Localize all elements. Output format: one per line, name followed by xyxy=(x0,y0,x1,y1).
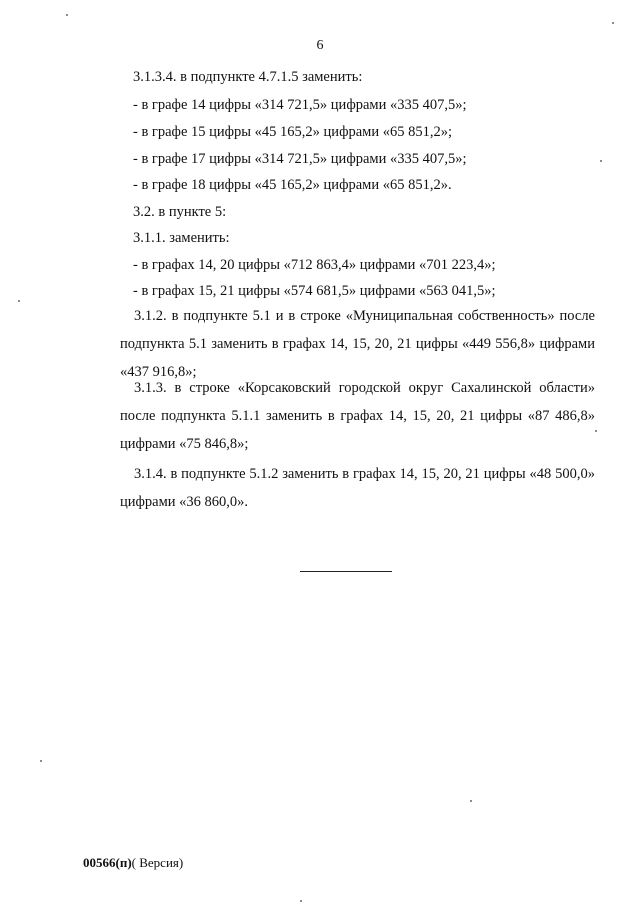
text-line: 3.1.3.4. в подпункте 4.7.1.5 заменить: xyxy=(133,69,363,85)
scan-speck xyxy=(612,22,614,24)
scan-speck xyxy=(66,14,68,16)
text-line: - в графе 14 цифры «314 721,5» цифрами «335 407,5»; xyxy=(133,97,467,113)
scan-speck xyxy=(470,800,472,802)
scan-speck xyxy=(18,300,20,302)
text-line: - в графе 18 цифры «45 165,2» цифрами «65 851,2». xyxy=(133,177,452,193)
text-line: 3.1.1. заменить: xyxy=(133,230,230,246)
footer-code xyxy=(83,855,183,871)
paragraph: 3.1.2. в подпункте 5.1 и в строке «Муниципальная собственность» после подпункта 5.1 заменить в графах 14, 15, 20, 21 цифры «449 556,8» цифрами «437 916,8»; xyxy=(120,308,595,380)
text-line: - в графе 17 цифры «314 721,5» цифрами «335 407,5»; xyxy=(133,151,467,167)
scan-speck xyxy=(300,900,302,902)
footer-code-number: 00566(п) xyxy=(83,855,132,870)
paragraph: 3.1.4. в подпункте 5.1.2 заменить в графах 14, 15, 20, 21 цифры «48 500,0» цифрами «36 860,0». xyxy=(120,466,595,510)
footer-version: ( Версия) xyxy=(131,855,184,870)
text-line: - в графе 15 цифры «45 165,2» цифрами «65 851,2»; xyxy=(133,124,452,140)
scan-speck xyxy=(40,760,42,762)
scan-speck xyxy=(595,430,597,432)
scan-speck xyxy=(600,160,602,162)
text-line: 3.2. в пункте 5: xyxy=(133,204,227,220)
page-number: 6 xyxy=(316,38,324,53)
paragraph: 3.1.3. в строке «Корсаковский городской округ Сахалинской области» после подпункта 5.1.1 заменить в графах 14, 15, 20, 21 цифры «87 486,8» цифрами «75 846,8»; xyxy=(120,380,595,452)
text-line: - в графах 15, 21 цифры «574 681,5» цифрами «563 041,5»; xyxy=(133,283,496,299)
divider-line xyxy=(300,571,392,572)
text-line: - в графах 14, 20 цифры «712 863,4» цифрами «701 223,4»; xyxy=(133,257,496,273)
